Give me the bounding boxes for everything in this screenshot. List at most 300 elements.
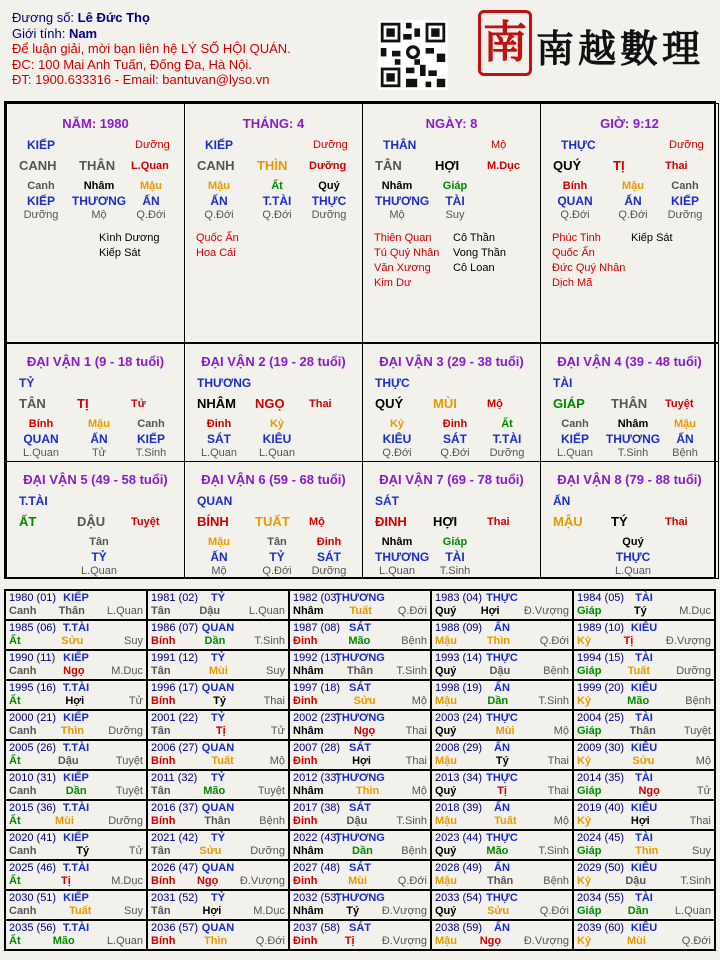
year-stem: Tân [151, 905, 171, 917]
dai-van-title: ĐẠI VẬN 7 (69 - 78 tuổi) [379, 472, 524, 487]
star-left: Thiên Quan [374, 232, 432, 244]
year-label: 1982 (03) [293, 592, 341, 604]
year-cell [574, 921, 716, 951]
dai-van-stem: ẤT [19, 514, 37, 529]
hidden-stem: Giáp [442, 180, 468, 192]
year-label: 2034 (55) [577, 892, 625, 904]
year-label: 2024 (45) [577, 832, 625, 844]
hidden-god: THỰC [311, 194, 347, 208]
pillar-0 [6, 103, 185, 343]
year-pillar [577, 755, 711, 767]
year-state: Bệnh [685, 695, 711, 707]
year-branch: Tị [623, 635, 634, 647]
year-god: KIÊU [630, 622, 658, 634]
year-cell [6, 801, 148, 831]
year-stem: Quý [435, 845, 457, 857]
hidden-god: TỶ [269, 550, 285, 564]
star-left: Quốc Ấn [552, 247, 595, 259]
year-branch: Tị [497, 785, 507, 797]
heavenly-stem: TÂN [375, 158, 402, 173]
year-state: Q.Đới [539, 635, 569, 647]
year-row [6, 891, 716, 921]
year-cell [574, 591, 716, 621]
year-god: KIẾP [63, 712, 89, 724]
dai-van-stem: GIÁP [553, 396, 585, 411]
year-stem: Nhâm [293, 725, 324, 737]
year-state: M.Dục [679, 605, 711, 617]
year-god: THỰC [486, 652, 518, 664]
year-row [6, 681, 716, 711]
year-state: T.Sinh [538, 845, 569, 857]
year-state: Mộ [411, 785, 427, 797]
year-label: 1983 (04) [435, 592, 483, 604]
hidden-state: Q.Đới [440, 447, 470, 459]
year-cell [290, 741, 432, 771]
year-label: 1992 (13) [293, 652, 341, 664]
hidden-state: L.Quan [614, 565, 652, 577]
year-stem: Giáp [577, 725, 602, 737]
year-branch: Dần [204, 635, 226, 647]
year-state: Tuyệt [115, 785, 143, 797]
year-state: Đ.Vượng [381, 905, 427, 917]
year-stem: Nhâm [293, 665, 324, 677]
hidden-stem: Quý [622, 536, 644, 548]
year-pillar [151, 785, 285, 797]
year-label: 1999 (20) [577, 682, 625, 694]
year-cell [432, 921, 574, 951]
year-stem: Tân [151, 785, 171, 797]
year-branch: Thân [629, 725, 656, 737]
year-pillar [293, 605, 427, 617]
dai-van-2 [184, 343, 363, 462]
earthly-branch: TỊ [613, 158, 625, 173]
year-label: 2000 (21) [9, 712, 57, 724]
year-god: ẤN [494, 622, 510, 634]
year-pillar [577, 815, 711, 827]
year-god: KIẾP [63, 592, 89, 604]
year-cell [148, 891, 290, 921]
year-branch: Hợi [352, 755, 371, 767]
hidden-god: ẤN [676, 432, 694, 446]
year-branch: Tuất [349, 605, 372, 617]
hidden-state: Dưỡng [667, 209, 703, 221]
hidden-state: Mộ [211, 565, 227, 577]
year-label: 1986 (07) [151, 622, 199, 634]
year-label: 2037 (58) [293, 922, 341, 934]
hidden-stem: Tân [89, 536, 109, 548]
year-god: KIÊU [630, 742, 658, 754]
year-label: 2015 (36) [9, 802, 57, 814]
year-label: 2028 (49) [435, 862, 483, 874]
year-pillar [151, 905, 285, 917]
dai-van-state: Thai [309, 398, 332, 410]
dai-van-state: Mộ [309, 516, 325, 528]
year-cell [574, 861, 716, 891]
year-row [6, 711, 716, 741]
hidden-stem: Đinh [206, 418, 232, 430]
year-label: 2027 (48) [293, 862, 341, 874]
year-branch: Dậu [57, 755, 79, 767]
year-cell [290, 651, 432, 681]
hidden-stem: Mậu [140, 180, 162, 192]
year-cell [290, 861, 432, 891]
year-label: 2019 (40) [577, 802, 625, 814]
year-stem: Ất [9, 935, 21, 947]
year-state: Dưỡng [108, 725, 143, 737]
year-stem: Tân [151, 725, 171, 737]
year-cell [574, 801, 716, 831]
year-stem: Kỷ [577, 935, 592, 947]
year-stem: Mậu [435, 815, 457, 827]
dai-van-god: THƯƠNG [197, 376, 252, 390]
year-god: TỶ [210, 652, 226, 664]
year-branch: Thìn [204, 935, 228, 947]
year-state: M.Dục [253, 905, 285, 917]
year-god: THƯƠNG [335, 772, 385, 784]
dai-van-branch: NGỌ [255, 396, 285, 411]
year-pillar [435, 905, 569, 917]
year-branch: Tuất [627, 665, 651, 677]
year-pillar [9, 695, 143, 707]
year-cell [574, 681, 716, 711]
year-cell [432, 591, 574, 621]
hidden-state: Suy [445, 209, 465, 221]
year-cell [290, 831, 432, 861]
year-cell [432, 771, 574, 801]
year-cell [290, 681, 432, 711]
year-god: THƯƠNG [335, 592, 385, 604]
year-state: T.Sinh [254, 635, 285, 647]
dai-van-god: TÀI [553, 376, 573, 390]
phone-email-line: ĐT: 1900.633316 - Email: bantuvan@lyso.vn [12, 72, 270, 87]
year-stem: Ất [9, 695, 21, 707]
year-state: Suy [124, 635, 143, 647]
year-label: 2020 (41) [9, 832, 57, 844]
year-god: KIẾP [63, 832, 89, 844]
hidden-stem: Ất [501, 418, 513, 430]
hidden-stem: Tân [267, 536, 287, 548]
year-branch: Dần [352, 845, 373, 857]
dai-van-6 [184, 461, 363, 579]
hidden-state: L.Quan [378, 565, 416, 577]
dai-van-stem: BÍNH [197, 514, 229, 529]
hidden-god: QUAN [557, 194, 593, 208]
hidden-state: Mộ [91, 209, 107, 221]
year-god: THỰC [486, 832, 518, 844]
year-god: KIẾP [63, 652, 89, 664]
year-stem: Mậu [435, 875, 457, 887]
year-state: Tử [128, 695, 143, 707]
dai-van-god: QUAN [197, 494, 233, 508]
hidden-god: THỰC [615, 550, 651, 564]
year-pillar [435, 785, 569, 797]
annual-grid [4, 589, 716, 951]
dai-van-7 [362, 461, 541, 579]
year-stem: Bính [151, 695, 176, 707]
year-branch: Thìn [356, 785, 380, 797]
hidden-stem: Nhâm [83, 180, 115, 192]
year-pillar [435, 845, 569, 857]
year-state: Tử [696, 785, 711, 797]
year-cell [290, 921, 432, 951]
year-label: 1996 (17) [151, 682, 199, 694]
year-branch: Thân [58, 605, 85, 617]
year-pillar [577, 785, 711, 797]
year-branch: Tuất [211, 755, 234, 767]
year-stem: Ất [9, 755, 21, 767]
hidden-god: THƯƠNG [375, 550, 430, 564]
year-state: Suy [692, 845, 711, 857]
year-stem: Đinh [293, 695, 318, 707]
year-stem: Canh [9, 845, 37, 857]
year-pillar [577, 875, 711, 887]
year-label: 1995 (16) [9, 682, 57, 694]
year-state: Suy [124, 905, 143, 917]
year-label: 2029 (50) [577, 862, 625, 874]
year-branch: Dần [627, 905, 649, 917]
hidden-god: ẤN [90, 432, 108, 446]
year-pillar [435, 875, 569, 887]
year-label: 2011 (32) [151, 772, 198, 784]
year-god: TÀI [635, 592, 653, 604]
branch-state: L.Quan [131, 160, 169, 172]
year-stem: Đinh [293, 635, 318, 647]
year-stem: Giáp [577, 845, 602, 857]
year-state: Bệnh [401, 635, 427, 647]
year-god: THƯƠNG [335, 652, 385, 664]
year-branch: Dần [65, 785, 87, 797]
year-label: 1989 (10) [577, 622, 625, 634]
hidden-god: SÁT [317, 550, 341, 564]
year-god: KIÊU [630, 922, 658, 934]
hidden-god: THƯƠNG [605, 432, 661, 446]
year-cell [6, 831, 148, 861]
year-pillar [293, 695, 427, 707]
year-god: ẤN [494, 742, 510, 754]
year-branch: Ngọ [638, 785, 660, 797]
year-pillar [151, 635, 285, 647]
year-god: TÀI [635, 652, 653, 664]
year-row [6, 771, 716, 801]
hidden-stem: Bính [28, 418, 54, 430]
year-god: THƯƠNG [335, 892, 385, 904]
year-cell [432, 651, 574, 681]
year-state: Đ.Vượng [239, 875, 285, 887]
year-god: KIÊU [630, 802, 658, 814]
year-state: Thai [263, 695, 285, 707]
year-branch: Thìn [486, 635, 510, 647]
hidden-state: L.Quan [258, 447, 296, 459]
year-label: 2033 (54) [435, 892, 483, 904]
year-god: THỰC [486, 892, 518, 904]
year-state: Mộ [411, 695, 427, 707]
hidden-state: Dưỡng [311, 209, 347, 221]
year-stem: Tân [151, 605, 171, 617]
year-state: Đ.Vượng [523, 935, 569, 947]
year-god: QUAN [201, 742, 235, 754]
year-state: Bệnh [543, 665, 569, 677]
year-cell [148, 861, 290, 891]
year-label: 1990 (11) [9, 652, 56, 664]
year-row [6, 801, 716, 831]
year-stem: Canh [9, 605, 37, 617]
year-stem: Giáp [577, 665, 602, 677]
hidden-stem: Mậu [208, 536, 230, 548]
star-left: Kình Dương [99, 232, 160, 244]
year-branch: Mão [627, 695, 650, 707]
year-cell [6, 891, 148, 921]
year-label: 2002 (23) [293, 712, 341, 724]
year-state: T.Sinh [396, 665, 427, 677]
dai-van-5 [6, 461, 185, 579]
pillar-1 [184, 103, 363, 343]
year-cell [290, 621, 432, 651]
year-state: Thai [689, 815, 711, 827]
year-stem: Đinh [293, 755, 318, 767]
year-label: 2007 (28) [293, 742, 341, 754]
year-pillar [9, 665, 143, 677]
hidden-stem: Canh [671, 180, 699, 192]
qr-code-icon[interactable] [378, 20, 448, 90]
growth-state: Mộ [491, 139, 507, 151]
year-pillar [151, 695, 285, 707]
year-label: 1981 (02) [151, 592, 199, 604]
heavenly-stem: CANH [19, 158, 57, 173]
hidden-stem: Canh [27, 180, 55, 192]
year-branch: Hợi [65, 695, 85, 707]
year-pillar [293, 635, 427, 647]
hidden-god: ẤN [210, 194, 228, 208]
year-branch: Hợi [202, 905, 222, 917]
year-stem: Đinh [293, 815, 318, 827]
year-label: 2032 (53) [293, 892, 341, 904]
hidden-god: ẤN [210, 550, 228, 564]
seal-logo: 南 [478, 10, 532, 76]
year-pillar [151, 755, 285, 767]
year-god: T.TÀI [62, 682, 90, 694]
ten-god: THỰC [561, 138, 596, 152]
dai-van-stem: QUÝ [375, 396, 404, 411]
year-pillar [435, 605, 569, 617]
hidden-state: Q.Đới [262, 565, 292, 577]
growth-state: Dưỡng [135, 139, 170, 151]
year-branch: Tý [633, 605, 647, 617]
year-state: Đ.Vượng [665, 635, 711, 647]
hidden-god: SÁT [207, 432, 231, 446]
hidden-stem: Kỷ [389, 418, 405, 430]
year-state: Tử [270, 725, 285, 737]
year-row [6, 621, 716, 651]
hidden-state: T.Sinh [617, 447, 649, 459]
gender-line: Giới tính: Nam [12, 25, 98, 41]
year-pillar [435, 815, 569, 827]
year-cell [6, 621, 148, 651]
year-label: 2014 (35) [577, 772, 625, 784]
year-state: Bệnh [543, 875, 569, 887]
year-pillar [151, 875, 285, 887]
year-state: Mộ [553, 815, 569, 827]
year-branch: Thân [487, 875, 514, 887]
star-left: Kiếp Sát [99, 247, 141, 259]
dai-van-title: ĐẠI VẬN 8 (79 - 88 tuổi) [557, 472, 702, 487]
year-label: 1993 (14) [435, 652, 483, 664]
year-label: 2023 (44) [435, 832, 483, 844]
year-stem: Đinh [293, 875, 318, 887]
hidden-state: T.Sinh [135, 447, 167, 459]
year-stem: Bính [151, 755, 176, 767]
year-pillar [293, 845, 427, 857]
star-left: Quốc Ấn [196, 232, 239, 244]
year-stem: Kỷ [577, 875, 592, 887]
year-stem: Nhâm [293, 605, 324, 617]
year-state: L.Quan [106, 605, 143, 617]
year-pillar [151, 605, 285, 617]
year-label: 2036 (57) [151, 922, 199, 934]
year-god: T.TÀI [62, 922, 90, 934]
year-label: 2016 (37) [151, 802, 199, 814]
year-stem: Ất [9, 815, 21, 827]
year-cell [6, 591, 148, 621]
year-state: Bệnh [401, 845, 427, 857]
year-state: T.Sinh [396, 815, 427, 827]
year-cell [432, 891, 574, 921]
year-state: Thai [547, 755, 569, 767]
year-branch: Ngọ [479, 935, 502, 947]
dai-van-title: ĐẠI VẬN 4 (39 - 48 tuổi) [557, 354, 702, 369]
year-stem: Bính [151, 875, 176, 887]
star-left: Kim Dư [374, 277, 412, 289]
year-branch: Mùi [626, 935, 646, 947]
year-stem: Kỷ [577, 755, 592, 767]
pillar-3 [540, 103, 719, 343]
year-label: 2022 (43) [293, 832, 341, 844]
earthly-branch: THÂN [79, 158, 116, 173]
year-pillar [293, 875, 427, 887]
hidden-stem: Đinh [442, 418, 468, 430]
year-pillar [435, 635, 569, 647]
name-line: Đương số: Lê Đức Thọ [12, 10, 150, 25]
year-cell [290, 801, 432, 831]
year-stem: Tân [151, 665, 171, 677]
year-stem: Kỷ [577, 695, 592, 707]
year-label: 2039 (60) [577, 922, 625, 934]
year-god: TỶ [210, 592, 226, 604]
dai-van-state: Tử [131, 398, 146, 410]
year-stem: Nhâm [293, 905, 324, 917]
year-cell [574, 831, 716, 861]
year-pillar [9, 905, 143, 917]
year-branch: Mùi [348, 875, 368, 887]
hidden-god: TÀI [445, 194, 465, 208]
header-info [12, 10, 291, 88]
year-god: KIÊU [630, 682, 658, 694]
year-god: ẤN [494, 922, 510, 934]
year-row [6, 861, 716, 891]
year-stem: Canh [9, 725, 37, 737]
year-label: 1980 (01) [9, 592, 57, 604]
dai-van-stem: NHÂM [197, 396, 236, 411]
year-cell [148, 741, 290, 771]
hidden-state: L.Quan [200, 447, 238, 459]
hidden-stem: Bính [562, 180, 588, 192]
year-pillar [293, 755, 427, 767]
year-label: 2009 (30) [577, 742, 625, 754]
year-god: T.TÀI [62, 742, 90, 754]
year-cell [432, 861, 574, 891]
hidden-stem: Mậu [208, 180, 230, 192]
hidden-state: L.Quan [22, 447, 60, 459]
year-god: THỰC [486, 712, 518, 724]
